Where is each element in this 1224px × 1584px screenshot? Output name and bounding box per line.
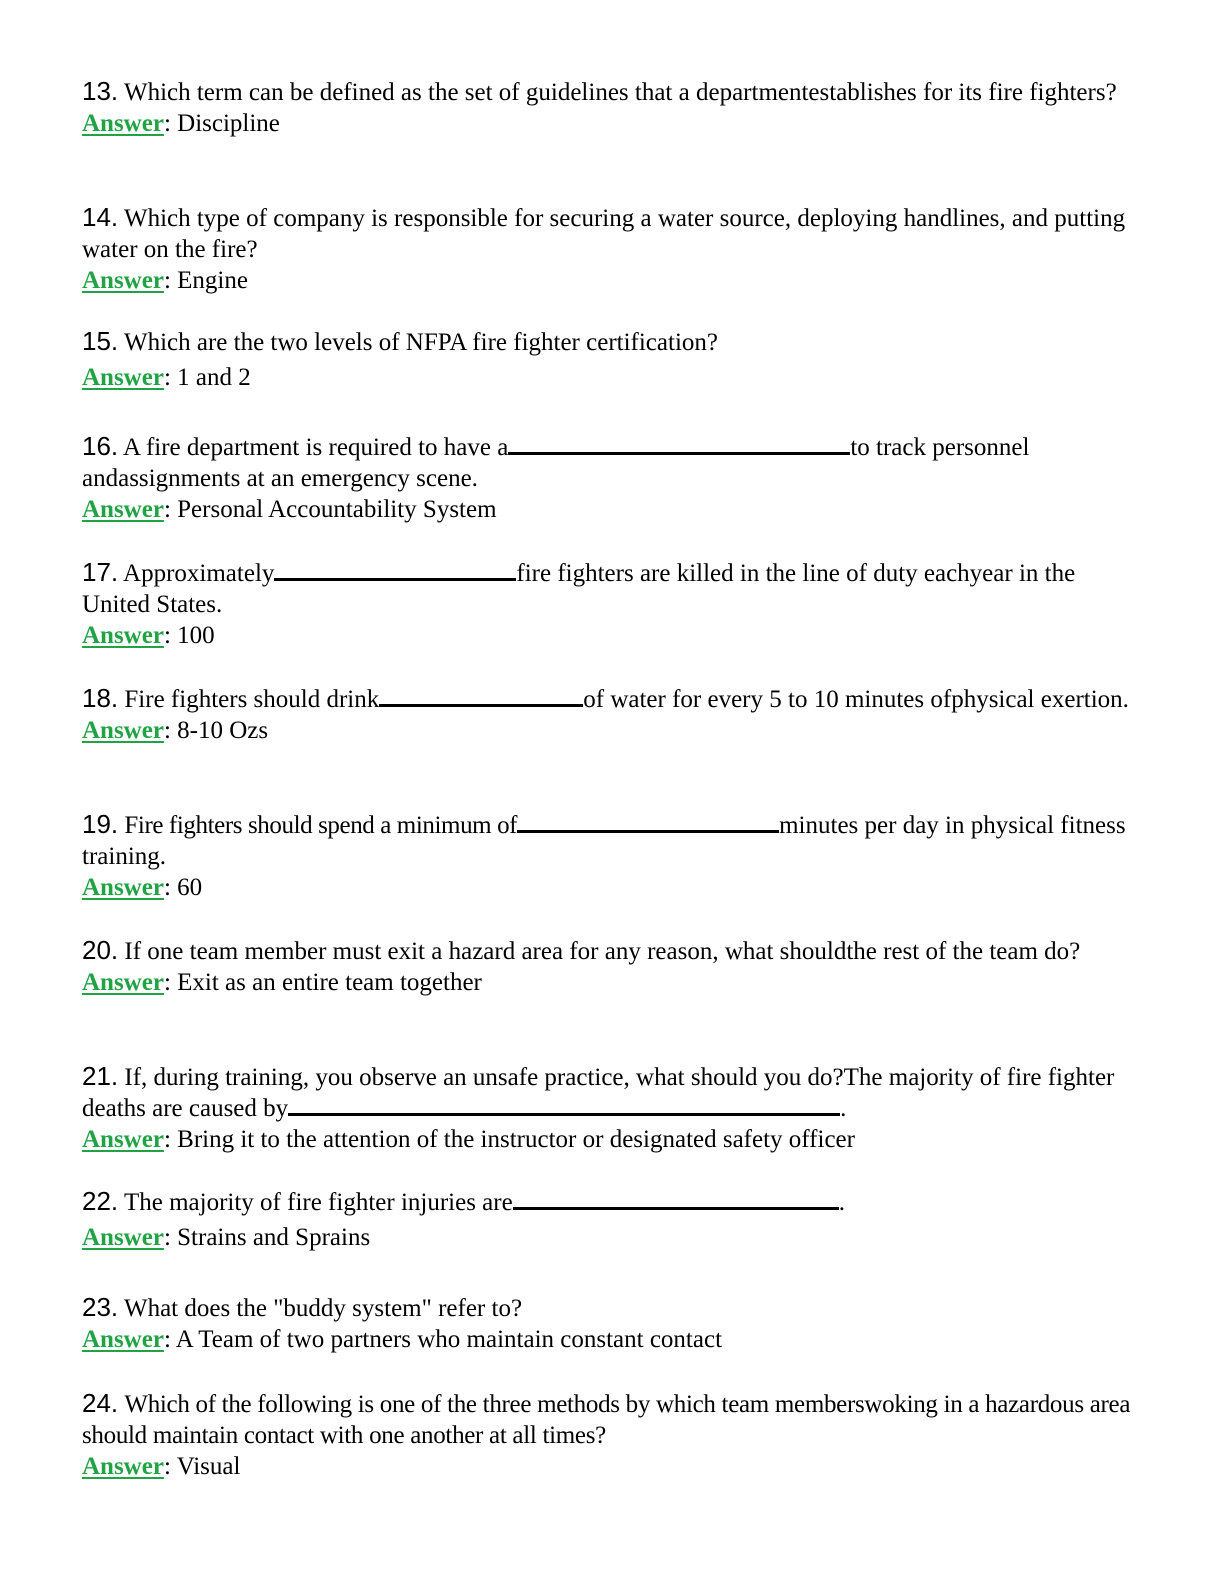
fill-in-blank	[379, 686, 583, 707]
answer-line	[82, 265, 1132, 296]
question-number: 16.	[82, 431, 119, 461]
answer-label: Answer	[82, 874, 164, 901]
answer-separator: :	[163, 364, 178, 391]
fill-in-blank	[517, 812, 779, 833]
answer-label: Answer	[82, 717, 164, 744]
answer-separator: :	[163, 969, 178, 996]
question-number: 19.	[82, 809, 119, 839]
answer-separator: :	[163, 1126, 178, 1153]
answer-line	[82, 1124, 1132, 1155]
answer-separator: :	[163, 267, 178, 294]
question-19	[82, 809, 1132, 903]
answer-label: Answer	[82, 1326, 164, 1353]
question-text: Which term can be defined as the set of guidelines that a departmentestablishes for its fire fighters?	[123, 79, 1117, 106]
question-text-cont: .	[838, 1189, 845, 1216]
answer-line	[82, 715, 1132, 746]
fill-in-blank	[274, 560, 516, 581]
answer-text: Strains and Sprains	[177, 1224, 371, 1251]
answer-label: Answer	[82, 969, 164, 996]
answer-text: 60	[177, 874, 203, 901]
answer-text: Visual	[176, 1453, 241, 1480]
answer-text: Exit as an entire team together	[177, 969, 482, 996]
question-number: 15.	[82, 326, 119, 356]
answer-text: A Team of two partners who maintain constant contact	[175, 1326, 723, 1353]
question-number: 21.	[82, 1061, 119, 1091]
question-22	[82, 1186, 1132, 1253]
question-text-cont: minutes per day in physical fitness training.	[82, 812, 1126, 870]
answer-separator: :	[163, 622, 178, 649]
answer-line	[82, 362, 1132, 393]
answer-label: Answer	[82, 1453, 164, 1480]
answer-label: Answer	[82, 110, 164, 137]
question-text: What does the "buddy system" refer to?	[123, 1295, 523, 1322]
question-number: 17.	[82, 557, 119, 587]
question-text: If, during training, you observe an unsafe practice, what should you do?The majority of fire fighter deaths are caused by	[82, 1064, 1115, 1122]
answer-label: Answer	[82, 496, 164, 523]
question-text: Which are the two levels of NFPA fire fighter certification?	[123, 329, 718, 356]
answer-separator: :	[163, 717, 178, 744]
question-number: 24.	[82, 1388, 119, 1418]
question-text-cont: .	[840, 1095, 847, 1122]
fill-in-blank	[513, 1189, 839, 1210]
answer-separator: :	[163, 1224, 178, 1251]
question-text-cont: of water for every 5 to 10 minutes ofphysical exertion.	[583, 686, 1129, 713]
answer-label: Answer	[82, 622, 164, 649]
question-text: Fire fighters should drink	[124, 686, 380, 713]
answer-line	[82, 872, 1132, 903]
answer-line	[82, 620, 1132, 651]
fill-in-blank	[508, 434, 850, 455]
answer-text: Discipline	[177, 110, 280, 137]
question-text: Which of the following is one of the three methods by which team memberswoking in a hazardous area should maintain contact with one another at all times?	[82, 1391, 1131, 1449]
answer-separator: :	[163, 1326, 176, 1353]
question-text: Which type of company is responsible for securing a water source, deploying handlines, and putting water on the fire?	[82, 205, 1126, 263]
question-text-cont: to track personnel andassignments at an emergency scene.	[82, 434, 1030, 492]
question-text-cont: fire fighters are killed in the line of duty eachyear in the United States.	[82, 560, 1076, 618]
question-15	[82, 326, 1132, 393]
question-14	[82, 202, 1132, 296]
question-number: 14.	[82, 202, 119, 232]
answer-label: Answer	[82, 267, 164, 294]
question-21	[82, 1061, 1132, 1155]
question-16	[82, 431, 1132, 525]
question-18	[82, 683, 1132, 746]
answer-text: 1 and 2	[177, 364, 251, 391]
question-number: 18.	[82, 683, 119, 713]
answer-label: Answer	[82, 364, 164, 391]
answer-text: 100	[177, 622, 215, 649]
answer-label: Answer	[82, 1224, 164, 1251]
fill-in-blank	[288, 1095, 840, 1116]
question-23	[82, 1292, 1132, 1355]
answer-line	[82, 494, 1132, 525]
question-text: If one team member must exit a hazard area for any reason, what shouldthe rest of the team do?	[124, 938, 1081, 965]
question-20	[82, 935, 1132, 998]
answer-line	[82, 1451, 1132, 1482]
answer-text: 8-10 Ozs	[177, 717, 269, 744]
answer-label: Answer	[82, 1126, 164, 1153]
question-24	[82, 1388, 1132, 1482]
question-text: A fire department is required to have a	[123, 434, 509, 461]
answer-separator: :	[163, 496, 178, 523]
answer-line	[82, 108, 1132, 139]
question-number: 20.	[82, 935, 119, 965]
answer-separator: :	[163, 874, 178, 901]
answer-line	[82, 1324, 1132, 1355]
answer-text: Personal Accountability System	[177, 496, 497, 523]
question-number: 22.	[82, 1186, 119, 1216]
question-text: Approximately	[123, 560, 275, 587]
question-17	[82, 557, 1132, 651]
answer-text: Engine	[177, 267, 248, 294]
question-13	[82, 76, 1132, 139]
answer-text: Bring it to the attention of the instructor or designated safety officer	[177, 1126, 855, 1153]
question-number: 13.	[82, 76, 119, 106]
question-text: The majority of fire fighter injuries are	[123, 1189, 513, 1216]
answer-line	[82, 967, 1132, 998]
answer-separator: :	[163, 110, 178, 137]
question-text: Fire fighters should spend a minimum of	[124, 812, 518, 839]
answer-separator: :	[163, 1453, 177, 1480]
answer-line	[82, 1222, 1132, 1253]
question-number: 23.	[82, 1292, 119, 1322]
